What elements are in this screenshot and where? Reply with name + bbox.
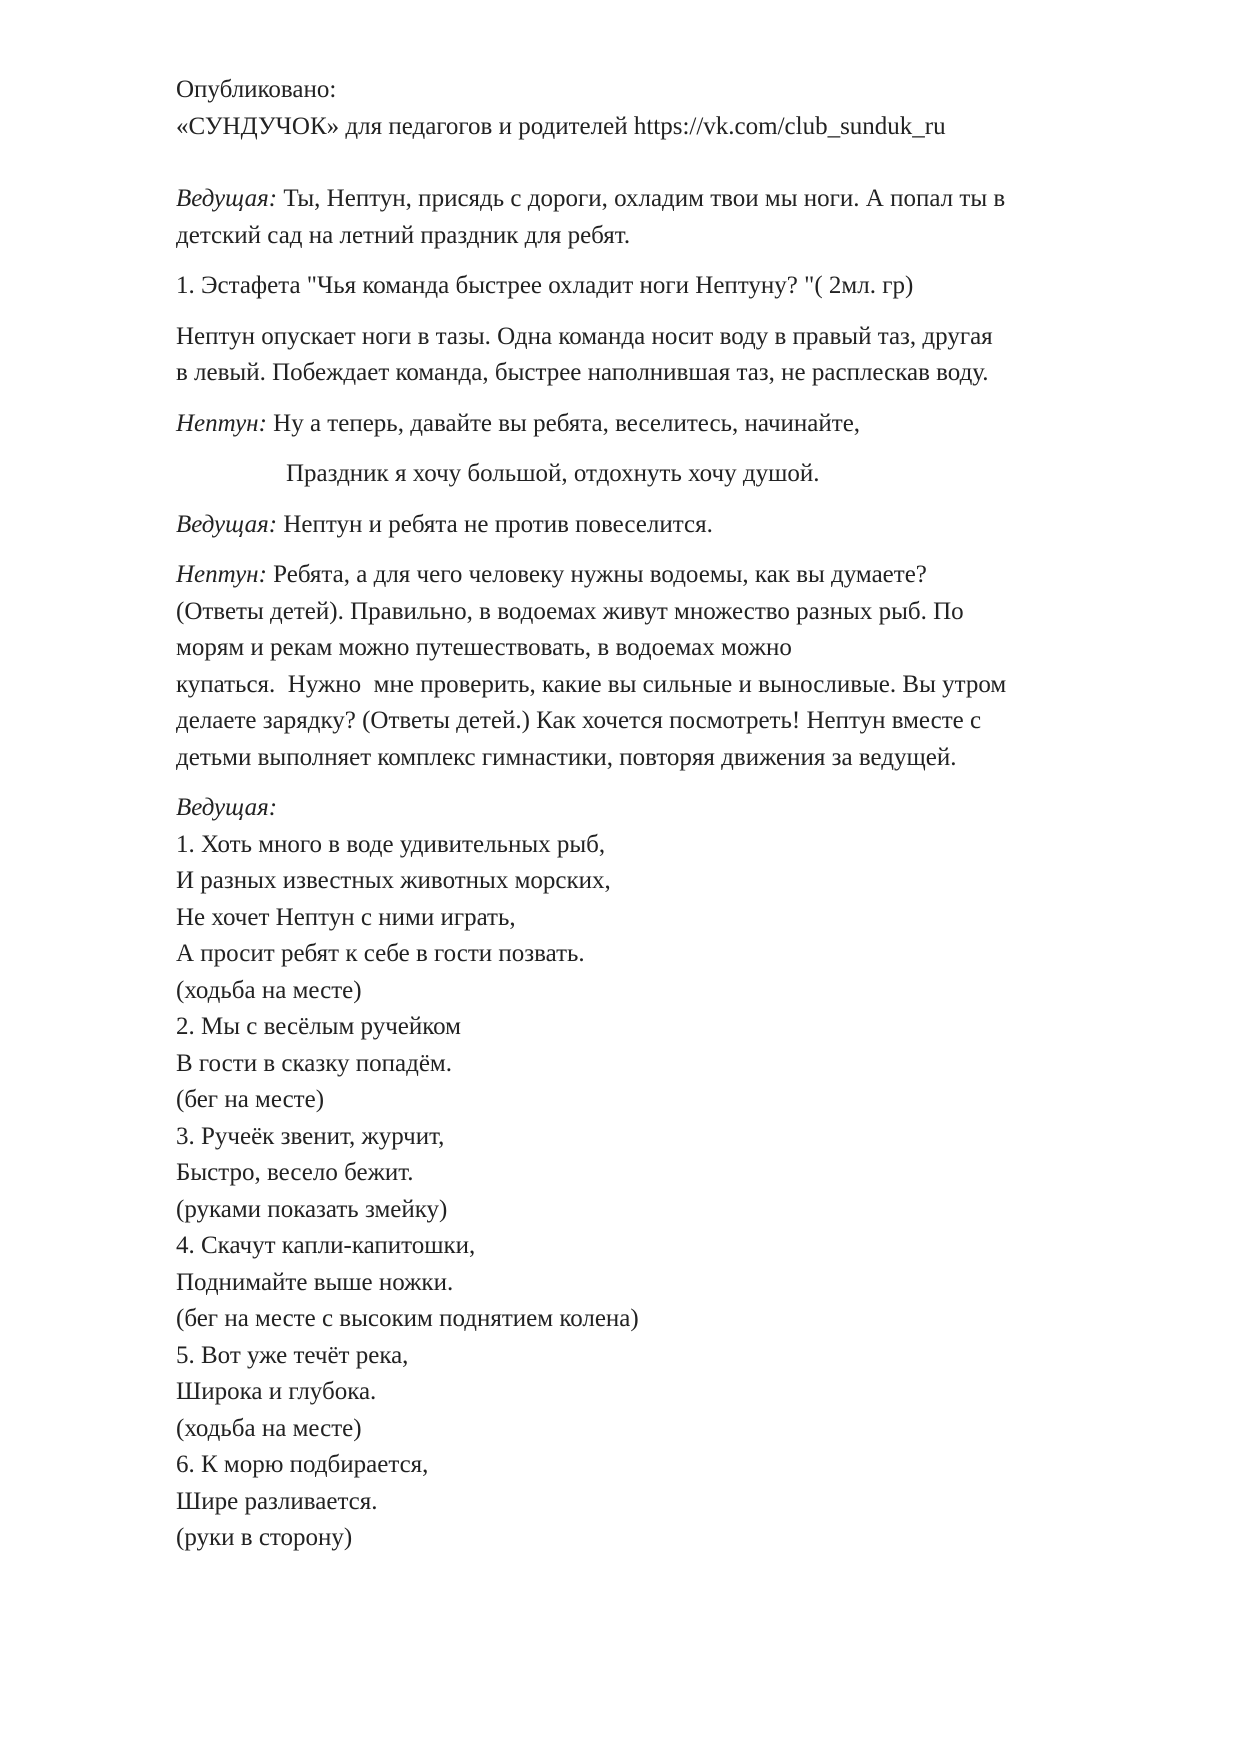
poem-line: 6. К морю подбирается, <box>176 1451 429 1478</box>
paragraph-host-2 <box>176 507 1166 544</box>
poem-line: Не хочет Нептун с ними играть, <box>176 903 516 931</box>
paragraph-relay-title <box>176 268 1166 305</box>
neptune-3-line-6: детьми выполняет комплекс гимнастики, повторяя движения за ведущей. <box>176 743 957 771</box>
speaker-host: Ведущая: <box>176 510 278 538</box>
host-line-2: Нептун и ребята не против повеселится. <box>277 510 713 538</box>
relay-title: 1. Эстафета "Чья команда быстрее охладит ноги Нептуну? "( 2мл. гр) <box>176 272 914 299</box>
document-body <box>176 72 1166 1557</box>
host-intro-line-2: детский сад на летний праздник для ребят. <box>176 221 631 249</box>
neptune-3-line-5: делаете зарядку? (Ответы детей.) Как хочется посмотреть! Нептун вместе с <box>176 707 982 734</box>
poem-line: (руками показать змейку) <box>176 1195 448 1223</box>
paragraph-exercise-poem <box>176 790 1166 1557</box>
paragraph-relay-description <box>176 319 1166 392</box>
paragraph-neptune-2 <box>176 456 1166 493</box>
poem-line: Быстро, весело бежит. <box>176 1159 414 1186</box>
paragraph-neptune-3 <box>176 557 1166 776</box>
poem-line: В гости в сказку попадём. <box>176 1049 453 1077</box>
host-intro-line-1: Ты, Нептун, присядь с дороги, охладим твои мы ноги. А попал ты в <box>277 185 1006 212</box>
neptune-3-line-2: (Ответы детей). Правильно, в водоемах живут множество разных рыб. По <box>176 597 964 625</box>
neptune-3-line-4: купаться. Нужно мне проверить, какие вы сильные и выносливые. Вы утром <box>176 670 1007 698</box>
relay-description-line-2: в левый. Побеждает команда, быстрее наполнившая таз, не расплескав воду. <box>176 359 989 386</box>
poem-line: Шире разливается. <box>176 1487 378 1515</box>
poem-line: И разных известных животных морских, <box>176 867 611 894</box>
poem-line: (ходьба на месте) <box>176 1414 362 1442</box>
speaker-host: Ведущая: <box>176 794 278 821</box>
source-line: «СУНДУЧОК» для педагогов и родителей https://vk.com/club_sunduk_ru <box>176 112 946 140</box>
speaker-neptune: Нептун: <box>176 561 267 588</box>
poem-line: 1. Хоть много в воде удивительных рыб, <box>176 830 606 858</box>
neptune-3-line-3: морям и рекам можно путешествовать, в водоемах можно <box>176 634 792 661</box>
poem-line: (руки в сторону) <box>176 1524 353 1551</box>
poem-line: 2. Мы с весёлым ручейком <box>176 1013 461 1040</box>
relay-description-line-1: Нептун опускает ноги в тазы. Одна команда носит воду в правый таз, другая <box>176 322 993 350</box>
poem-line: (бег на месте) <box>176 1086 325 1113</box>
poem-line: Широка и глубока. <box>176 1378 377 1405</box>
paragraph-host-intro <box>176 181 1166 254</box>
poem-line: 3. Ручеёк звенит, журчит, <box>176 1122 445 1150</box>
speaker-host: Ведущая: <box>176 185 278 212</box>
poem-line: 5. Вот уже течёт река, <box>176 1341 409 1369</box>
paragraph-neptune-1 <box>176 406 1166 443</box>
poem-line: (бег на месте с высоким поднятием колена) <box>176 1305 639 1332</box>
neptune-line-2: Праздник я хочу большой, отдохнуть хочу душой. <box>286 460 820 487</box>
speaker-neptune: Нептун: <box>176 409 267 437</box>
poem-line: А просит ребят к себе в гости позвать. <box>176 940 585 967</box>
neptune-3-line-1: Ребята, а для чего человеку нужны водоемы, как вы думаете? <box>266 561 927 588</box>
poem-line: Поднимайте выше ножки. <box>176 1268 454 1296</box>
poem-line: (ходьба на месте) <box>176 976 362 1004</box>
neptune-line-1: Ну а теперь, давайте вы ребята, веселитесь, начинайте, <box>266 409 861 437</box>
published-label: Опубликовано: <box>176 76 337 103</box>
poem-line: 4. Скачут капли-капитошки, <box>176 1232 476 1259</box>
